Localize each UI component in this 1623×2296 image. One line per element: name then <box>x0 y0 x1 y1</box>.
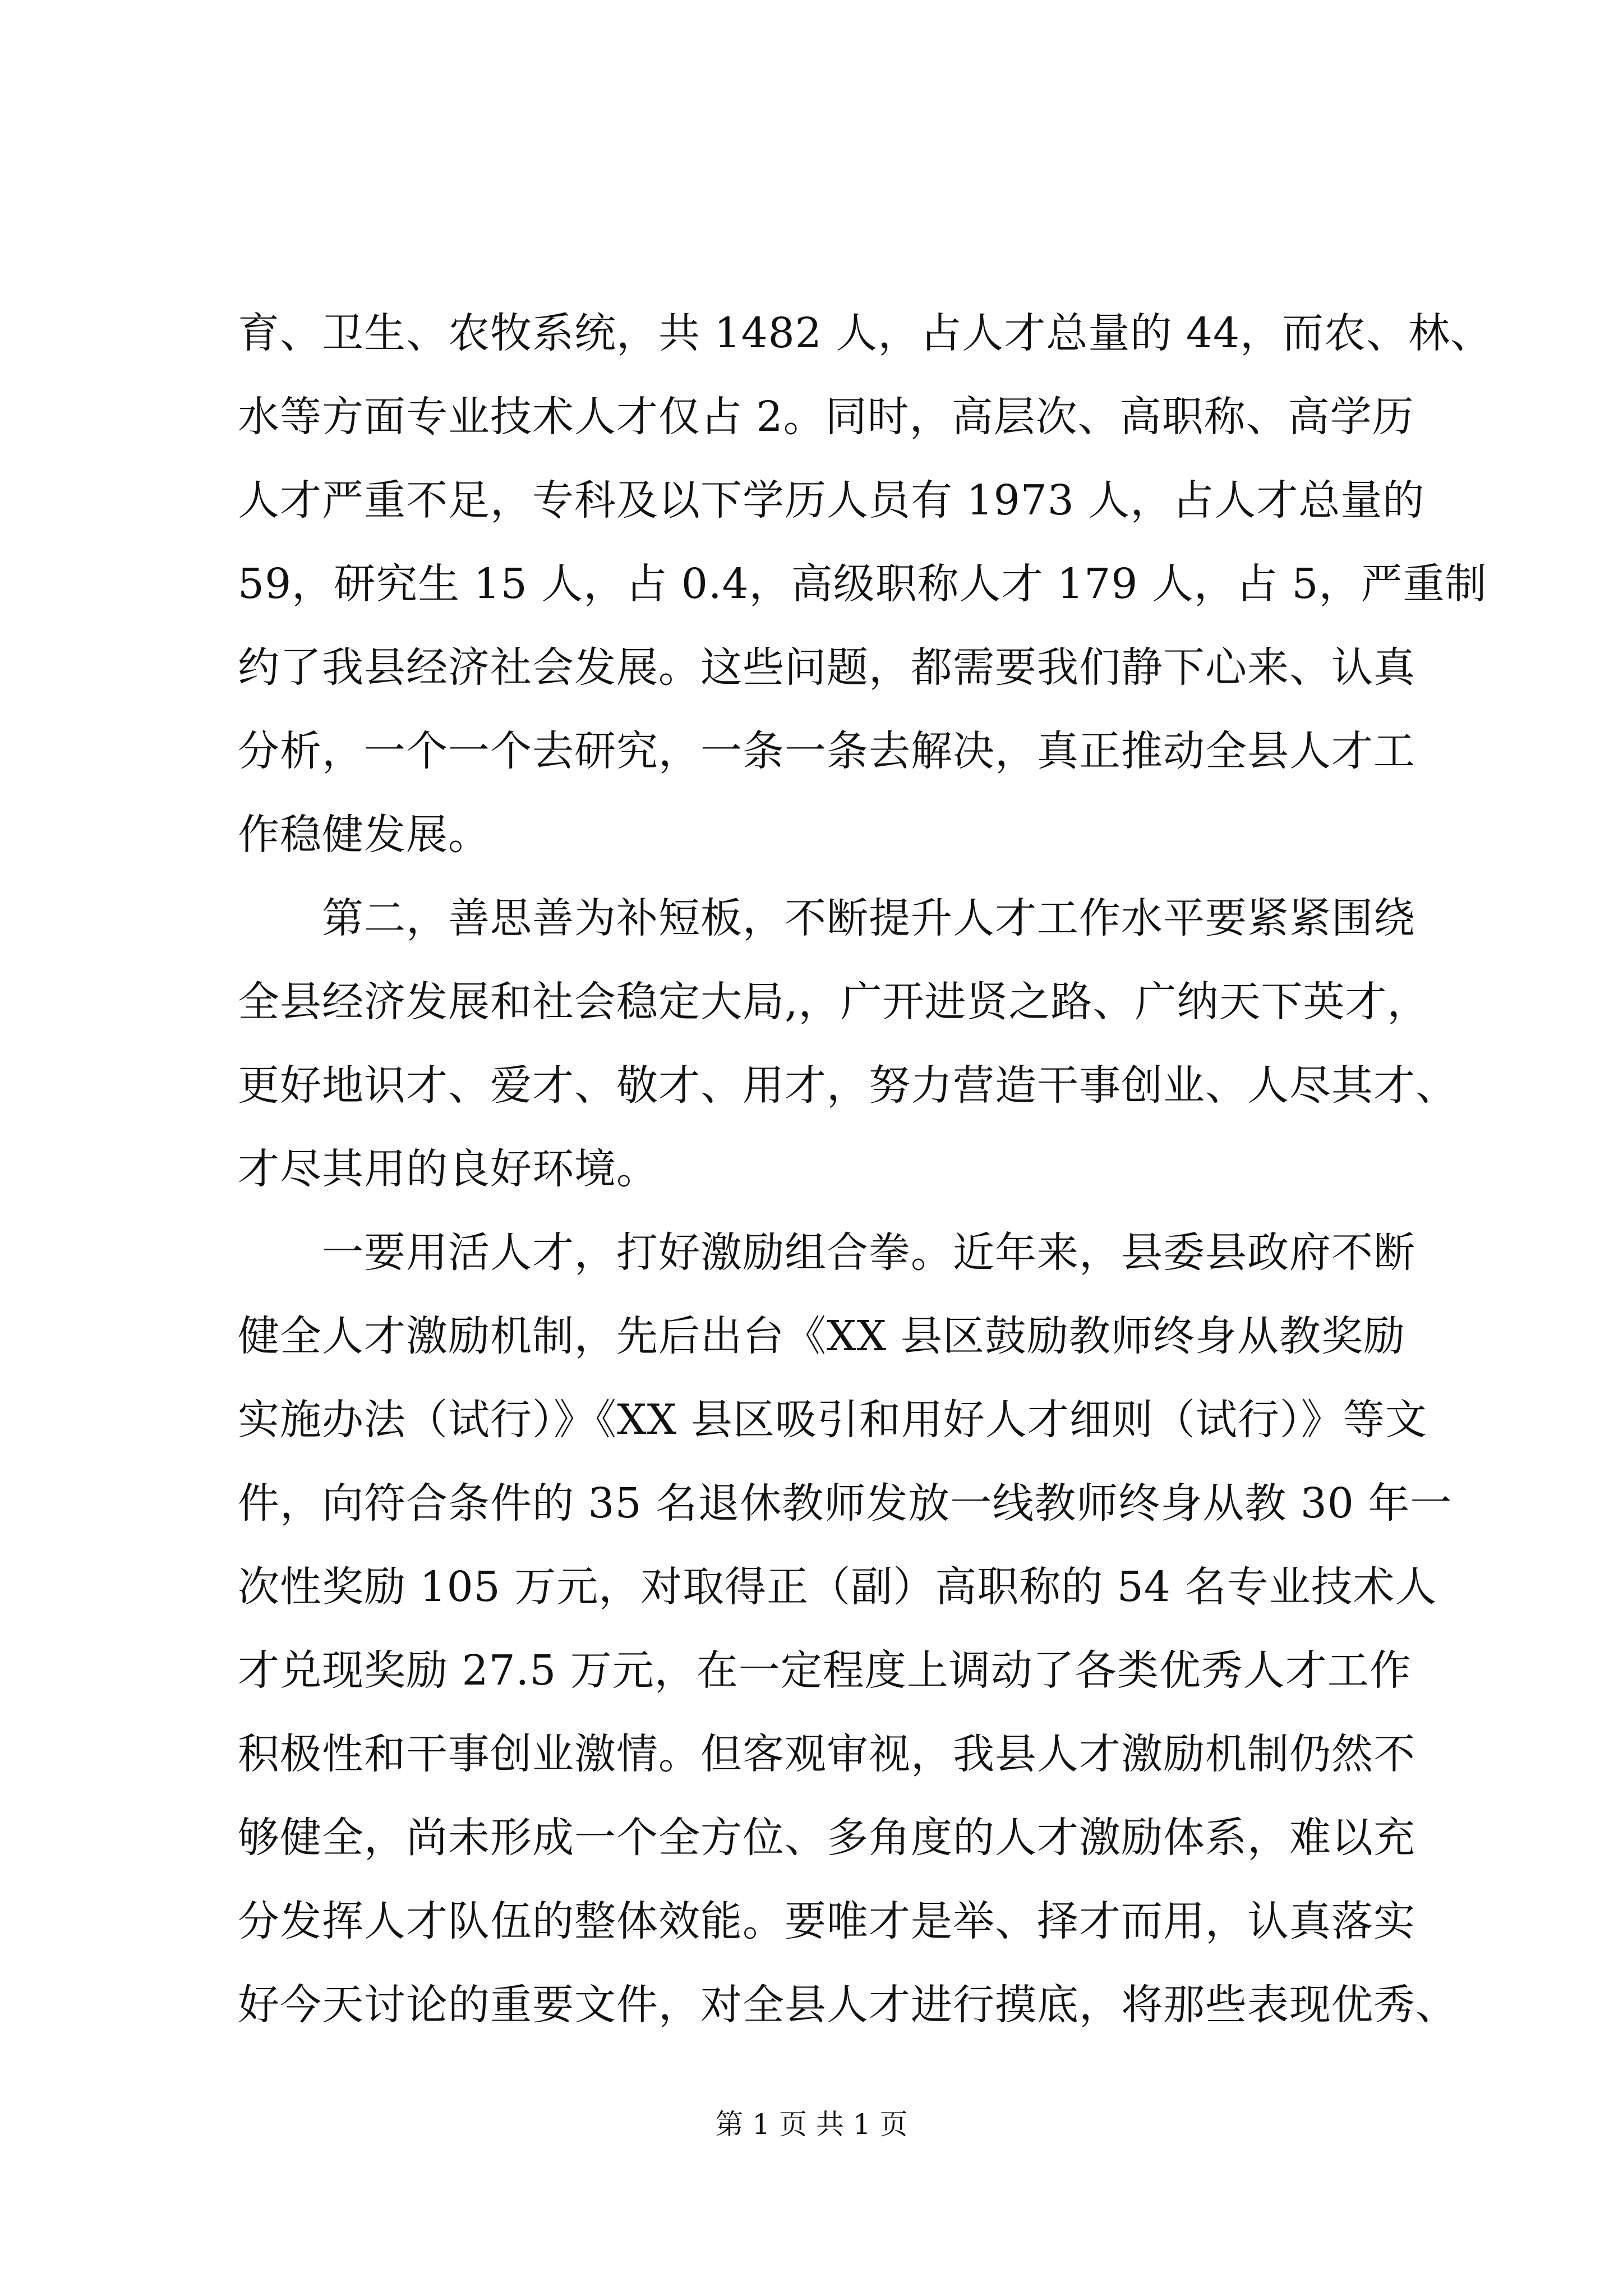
page-footer: 第 1 页 共 1 页 <box>715 2108 908 2141</box>
text-line: 才尽其用的良好环境。 <box>238 1145 658 1193</box>
text-line: 积极性和干事创业激情。但客观审视，我县人才激励机制仍然不 <box>238 1730 1415 1778</box>
text-line: 件，向符合条件的 35 名退休教师发放一线教师终身从教 30 年一 <box>238 1479 1453 1527</box>
text-line: 健全人才激励机制，先后出台《XX 县区鼓励教师终身从教奖励 <box>238 1312 1405 1360</box>
text-line: 第二，善思善为补短板，不断提升人才工作水平要紧紧围绕 <box>238 894 1415 942</box>
text-line: 次性奖励 105 万元，对取得正（副）高职称的 54 名专业技术人 <box>238 1563 1437 1611</box>
text-line: 59，研究生 15 人，占 0.4，高级职称人才 179 人，占 5，严重制 <box>238 560 1487 608</box>
text-line: 育、卫生、农牧系统，共 1482 人，占人才总量的 44，而农、林、 <box>238 309 1493 357</box>
text-line: 分发挥人才队伍的整体效能。要唯才是举、择才而用，认真落实 <box>238 1897 1415 1945</box>
text-line: 实施办法（试行）》《XX 县区吸引和用好人才细则（试行）》等文 <box>238 1396 1427 1444</box>
text-line: 好今天讨论的重要文件，对全县人才进行摸底，将那些表现优秀、 <box>238 1981 1458 2029</box>
text-line: 才兑现奖励 27.5 万元，在一定程度上调动了各类优秀人才工作 <box>238 1646 1412 1695</box>
text-line: 全县经济发展和社会稳定大局,，广开进贤之路、广纳天下英才， <box>238 978 1430 1026</box>
text-line: 作稳健发展。 <box>238 811 490 859</box>
text-line: 一要用活人才，打好激励组合拳。近年来，县委县政府不断 <box>238 1228 1415 1277</box>
text-line: 分析，一个一个去研究，一条一条去解决，真正推动全县人才工 <box>238 727 1415 775</box>
text-line: 约了我县经济社会发展。这些问题，都需要我们静下心来、认真 <box>238 643 1415 692</box>
text-line: 更好地识才、爱才、敬才、用才，努力营造干事创业、人尽其才、 <box>238 1061 1458 1110</box>
document-body <box>238 292 1494 2047</box>
text-line: 水等方面专业技术人才仅占 2。同时，高层次、高职称、高学历 <box>238 393 1414 441</box>
text-line: 人才严重不足，专科及以下学历人员有 1973 人，占人才总量的 <box>238 476 1425 524</box>
text-line: 够健全，尚未形成一个全方位、多角度的人才激励体系，难以充 <box>238 1814 1415 1862</box>
